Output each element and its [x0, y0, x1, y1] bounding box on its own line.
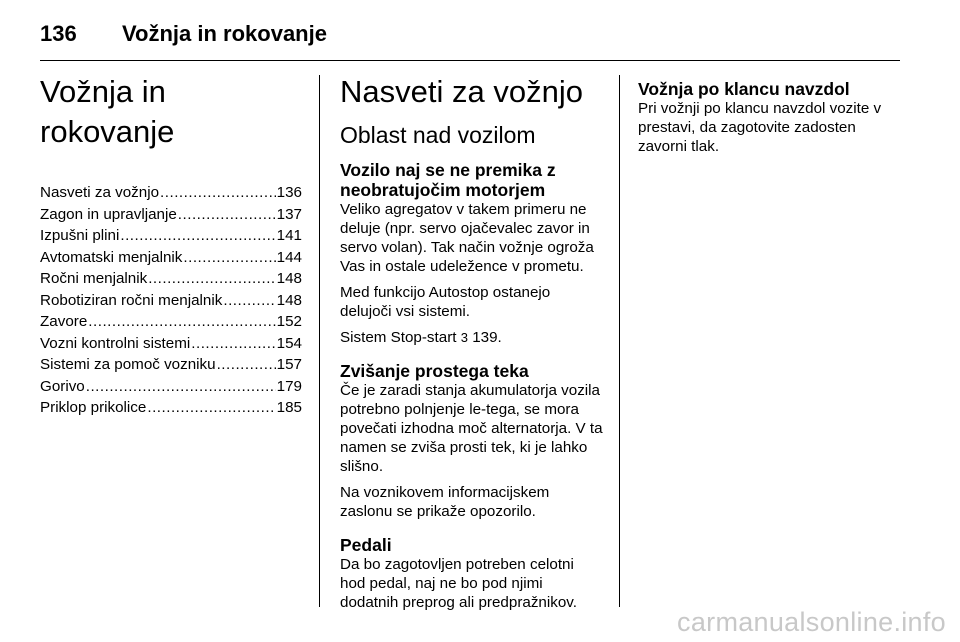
subsection-title: Oblast nad vozilom — [340, 122, 536, 148]
topic-heading: Vozilo naj se ne premika z neobratujočim motorjem — [340, 160, 556, 200]
toc-column — [40, 72, 302, 419]
page-number: 136 — [40, 21, 77, 46]
toc-item[interactable]: Nasveti za vožnjo ..... 136 — [40, 182, 302, 204]
toc-item[interactable]: Izpušni plini ..... 141 — [40, 225, 302, 247]
page-reference-link[interactable]: 139. — [472, 329, 502, 346]
watermark: carmanualsonline.info — [677, 607, 946, 637]
arrow-right-icon: 3 — [460, 330, 468, 345]
toc-item[interactable]: Sistemi za pomoč vozniku ..... 157 — [40, 354, 302, 376]
table-of-contents — [40, 182, 302, 419]
topic-heading: Vožnja po klancu navzdol — [638, 79, 850, 99]
cross-reference: Sistem Stop-start 3 139. — [340, 329, 502, 346]
paragraph: Pri vožnji po klancu navzdol vozite v prestavi, da zagotovite zadosten zavorni tlak. — [638, 100, 882, 155]
paragraph: Če je zaradi stanja akumulatorja vozila potrebno polnjenje le-tega, se mora povečati izhodna moč alternatorja. V ta namen se zviša prosti tek, ki je lahko slišno. — [340, 382, 603, 475]
toc-item[interactable]: Avtomatski menjalnik ..... 144 — [40, 247, 302, 269]
toc-item[interactable]: Vozni kontrolni sistemi ..... 154 — [40, 333, 302, 355]
paragraph: Med funkcijo Autostop ostanejo delujoči vsi sistemi. — [340, 284, 551, 320]
content-column-2 — [638, 72, 902, 156]
section-title: Nasveti za vožnjo — [340, 74, 583, 109]
topic-heading: Pedali — [340, 535, 392, 555]
toc-item[interactable]: Gorivo ..... 179 — [40, 376, 302, 398]
chapter-title: Vožnja in rokovanje — [40, 74, 175, 149]
header-rule — [40, 60, 900, 61]
toc-item[interactable]: Robotiziran ročni menjalnik ..... 148 — [40, 290, 302, 312]
paragraph: Na voznikovem informacijskem zaslonu se prikaže opozorilo. — [340, 484, 550, 520]
paragraph: Veliko agregatov v takem primeru ne deluje (npr. servo ojačevalec zavor in servo volan). Tak način vožnje ogroža Vas in ostale udeležence v prometu. — [340, 201, 594, 275]
paragraph: Da bo zagotovljen potreben celotni hod pedal, naj ne bo pod njimi dodatnih preprog ali predpražnikov. — [340, 556, 577, 611]
column-divider-1 — [319, 75, 320, 607]
page-header — [40, 14, 327, 54]
running-title: Vožnja in rokovanje — [122, 21, 327, 46]
content-column-1 — [340, 72, 603, 612]
toc-item[interactable]: Priklop prikolice ..... 185 — [40, 397, 302, 419]
topic-heading: Zvišanje prostega teka — [340, 361, 529, 381]
toc-item[interactable]: Zagon in upravljanje ..... 137 — [40, 204, 302, 226]
toc-item[interactable]: Ročni menjalnik ..... 148 — [40, 268, 302, 290]
toc-item[interactable]: Zavore ..... 152 — [40, 311, 302, 333]
column-divider-2 — [619, 75, 620, 607]
